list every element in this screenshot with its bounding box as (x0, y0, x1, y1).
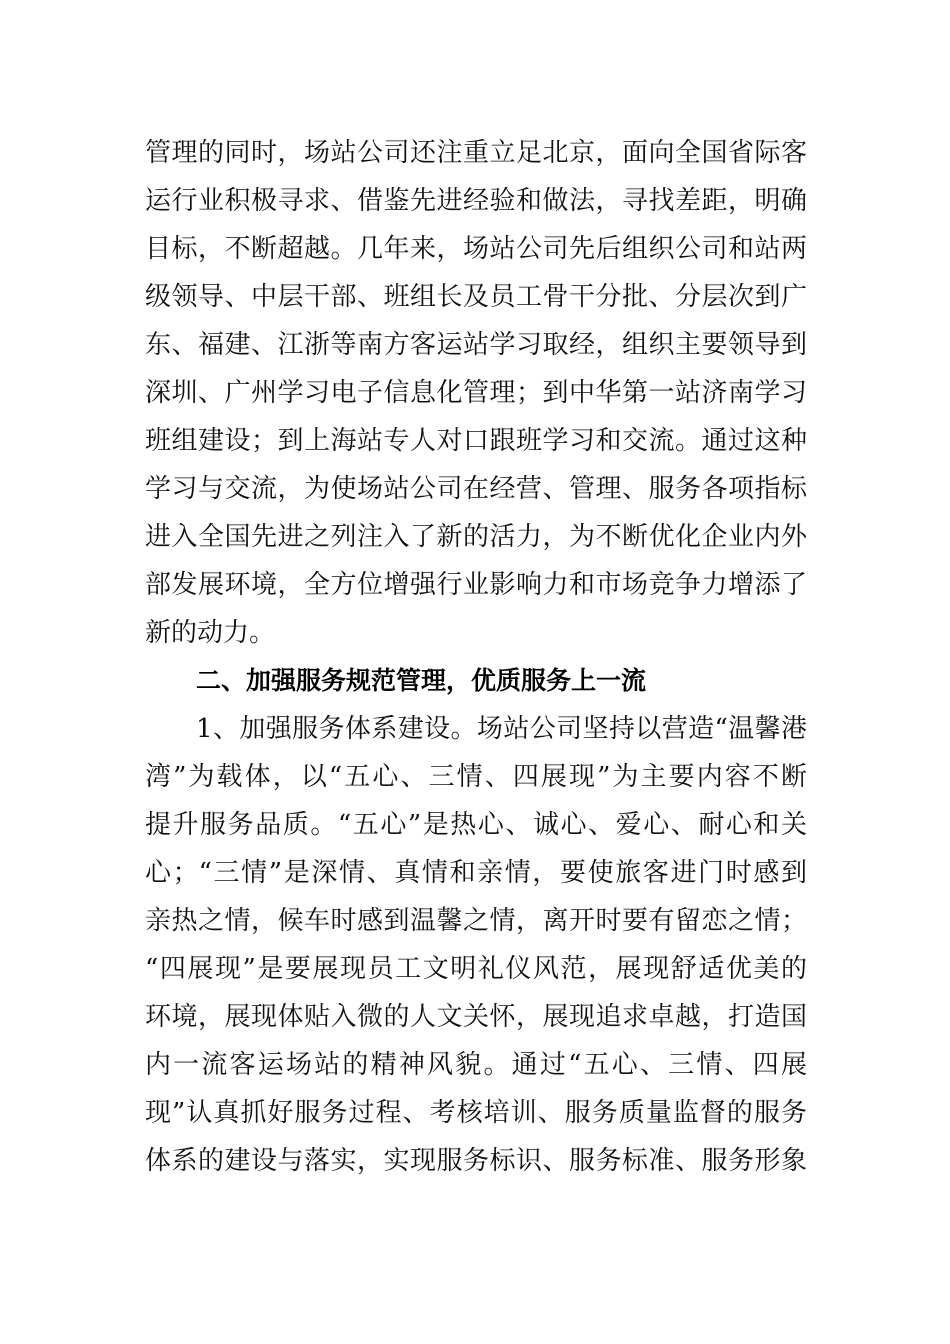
paragraph-line: 班组建设；到上海站专人对口跟班学习和交流。通过这种 (145, 426, 807, 456)
paragraph-line: 目标，不断超越。几年来，场站公司先后组织公司和站两 (145, 234, 807, 264)
paragraph-line: 环境，展现体贴入微的人文关怀，展现追求卓越，打造国 (145, 1002, 807, 1032)
paragraph-line: 现”认真抓好服务过程、考核培训、服务质量监督的服务 (145, 1098, 807, 1128)
paragraph-line: 运行业积极寻求、借鉴先进经验和做法，寻找差距，明确 (145, 186, 807, 216)
paragraph-line: 提升服务品质。“五心”是热心、诚心、爱心、耐心和关 (145, 810, 807, 840)
paragraph-line: 部发展环境，全方位增强行业影响力和市场竞争力增添了 (145, 570, 807, 600)
paragraph-line: 级领导、中层干部、班组长及员工骨干分批、分层次到广 (145, 282, 807, 312)
paragraph-line: 学习与交流，为使场站公司在经营、管理、服务各项指标 (145, 474, 807, 504)
paragraph-line: 心；“三情”是深情、真情和亲情，要使旅客进门时感到 (145, 858, 807, 888)
paragraph-line: 亲热之情，候车时感到温馨之情，离开时要有留恋之情； (145, 906, 807, 936)
paragraph-line: 进入全国先进之列注入了新的活力，为不断优化企业内外 (145, 522, 807, 552)
paragraph-line: 管理的同时，场站公司还注重立足北京，面向全国省际客 (145, 138, 807, 168)
paragraph-line: 东、福建、江浙等南方客运站学习取经，组织主要领导到 (145, 330, 807, 360)
paragraph-line: 体系的建设与落实，实现服务标识、服务标准、服务形象 (145, 1146, 807, 1176)
paragraph-line: “四展现”是要展现员工文明礼仪风范，展现舒适优美的 (145, 954, 807, 984)
paragraph-line: 新的动力。 (145, 618, 276, 648)
section-heading: 二、加强服务规范管理，优质服务上一流 (196, 666, 647, 695)
paragraph-line: 深圳、广州学习电子信息化管理；到中华第一站济南学习 (145, 378, 807, 408)
paragraph-line: 湾”为载体，以“五心、三情、四展现”为主要内容不断 (145, 762, 807, 792)
paragraph-line: 1、加强服务体系建设。场站公司坚持以营造“温馨港 (196, 714, 807, 744)
paragraph-line: 内一流客运场站的精神风貌。通过“五心、三情、四展 (145, 1050, 807, 1080)
